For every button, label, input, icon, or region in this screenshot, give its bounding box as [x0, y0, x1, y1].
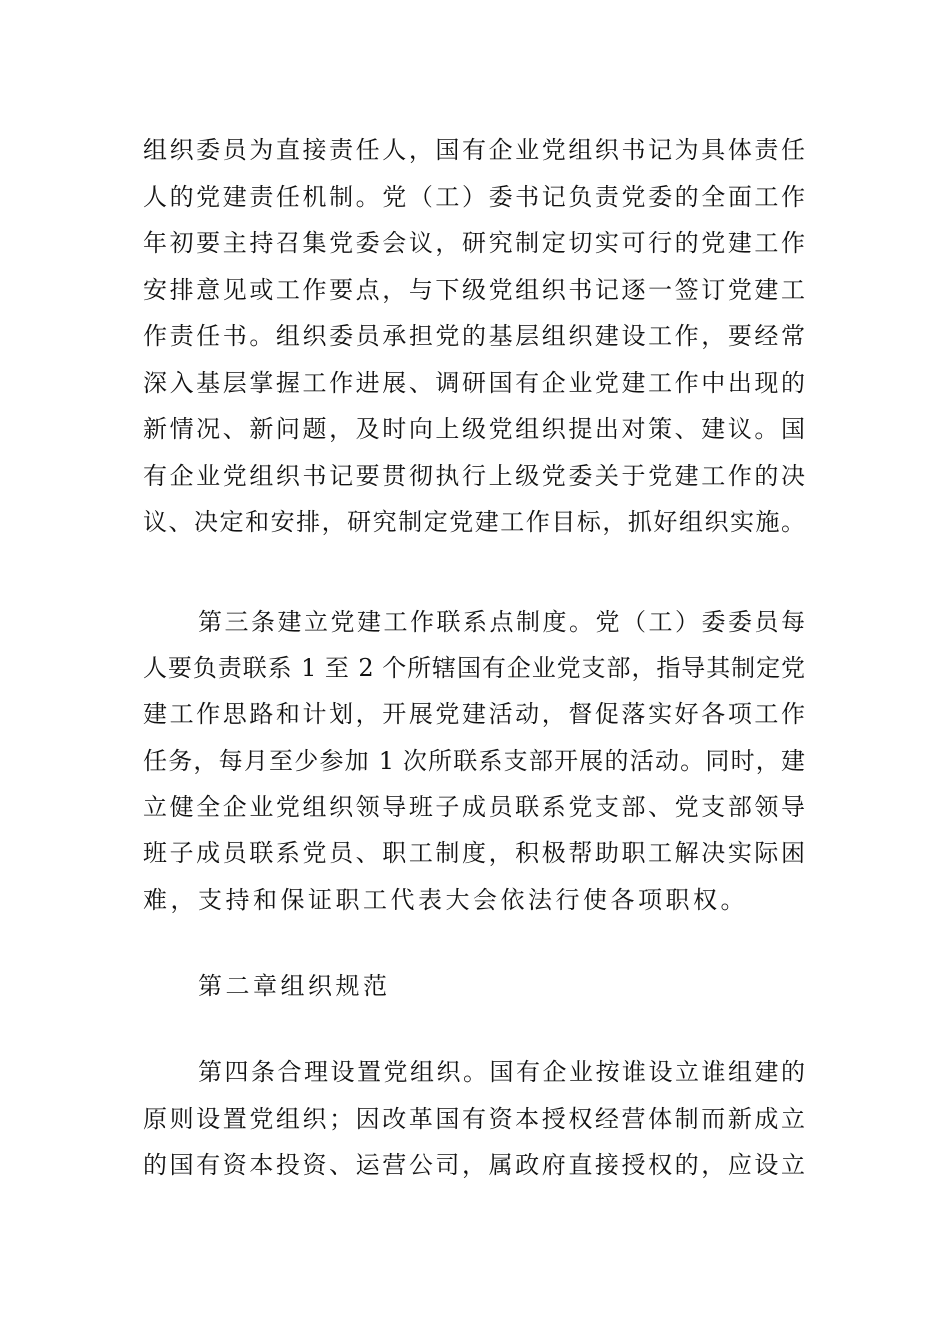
text-line: 有企业党组织书记要贯彻执行上级党委关于党建工作的决: [143, 462, 805, 490]
text-line: 建工作思路和计划，开展党建活动，督促落实好各项工作: [143, 700, 805, 728]
text-line: 新情况、新问题，及时向上级党组织提出对策、建议。国: [143, 415, 805, 443]
text-line: 深入基层掌握工作进展、调研国有企业党建工作中出现的: [143, 369, 805, 397]
text-line: 难，支持和保证职工代表大会依法行使各项职权。: [143, 886, 748, 914]
text-line: 年初要主持召集党委会议，研究制定切实可行的党建工作: [143, 229, 805, 257]
text-line: 人要负责联系 1 至 2 个所辖国有企业党支部，指导其制定党: [143, 654, 805, 682]
text-line: 原则设置党组织；因改革国有资本授权经营体制而新成立: [143, 1105, 805, 1133]
text-line: 班子成员联系党员、职工制度，积极帮助职工解决实际困: [143, 839, 805, 867]
text-line: 安排意见或工作要点，与下级党组织书记逐一签订党建工: [143, 276, 805, 304]
text-line: 组织委员为直接责任人，国有企业党组织书记为具体责任: [143, 136, 805, 164]
text-line: 第四条合理设置党组织。国有企业按谁设立谁组建的: [198, 1058, 805, 1086]
text-line: 议、决定和安排，研究制定党建工作目标，抓好组织实施。: [143, 508, 805, 536]
text-line: 任务，每月至少参加 1 次所联系支部开展的活动。同时，建: [143, 747, 805, 775]
text-line: 人的党建责任机制。党（工）委书记负责党委的全面工作: [143, 183, 805, 211]
text-line: 作责任书。组织委员承担党的基层组织建设工作，要经常: [143, 322, 805, 350]
text-line: 立健全企业党组织领导班子成员联系党支部、党支部领导: [143, 793, 805, 821]
text-line: 第三条建立党建工作联系点制度。党（工）委委员每: [198, 608, 805, 636]
text-line: 的国有资本投资、运营公司，属政府直接授权的，应设立: [143, 1151, 805, 1179]
chapter-heading: 第二章组织规范: [198, 972, 391, 1000]
